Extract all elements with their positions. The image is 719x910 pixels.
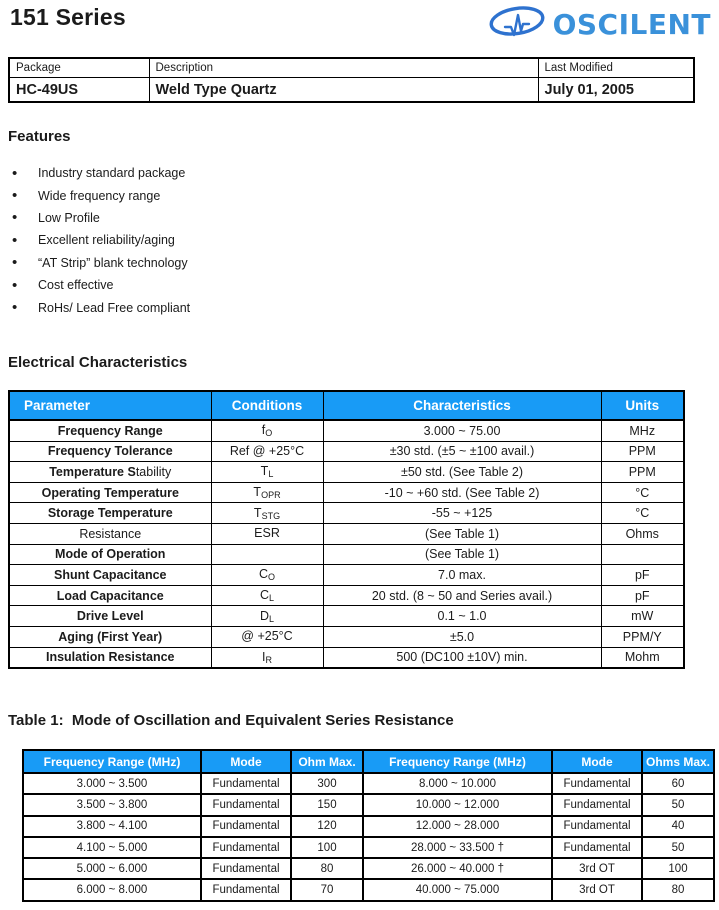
esr-row <box>23 816 714 837</box>
parameter-text-bold: Frequency Tolerance <box>47 444 173 459</box>
condition-symbol: ESR <box>254 526 280 541</box>
characteristics-cell: 3.000 ~ 75.00 <box>323 420 601 441</box>
package-value: HC-49US <box>9 78 149 103</box>
esr-cell: Fundamental <box>201 837 291 858</box>
condition-symbol: C <box>258 567 268 582</box>
col-parameter: Parameter <box>9 391 211 420</box>
esr-cell: 12.000 ~ 28.000 <box>363 816 552 837</box>
package-label: Package <box>9 58 149 78</box>
condition-symbol: T <box>260 464 269 479</box>
package-info-value-row <box>9 78 694 103</box>
esr-cell: 8.000 ~ 10.000 <box>363 773 552 794</box>
last-modified-value: July 01, 2005 <box>538 78 694 103</box>
conditions-cell <box>211 585 323 606</box>
feature-item: • Wide frequency range <box>10 184 190 206</box>
esr-cell: 28.000 ~ 33.500 † <box>363 837 552 858</box>
features-list <box>10 162 190 319</box>
units-cell: PPM/Y <box>601 626 684 647</box>
oscilent-logo <box>487 4 711 45</box>
conditions-cell <box>211 523 323 544</box>
feature-item: • Cost effective <box>10 274 190 296</box>
package-info-table <box>8 57 695 103</box>
table1-heading: Table 1: Mode of Oscillation and Equivalent Series Resistance <box>8 712 454 729</box>
units-cell: Mohm <box>601 647 684 668</box>
esr-row <box>23 837 714 858</box>
units-cell: pF <box>601 565 684 586</box>
condition-subscript: L <box>268 469 274 480</box>
condition-subscript: R <box>265 654 272 665</box>
esr-cell: 4.100 ~ 5.000 <box>23 837 201 858</box>
esr-cell: 40.000 ~ 75.000 <box>363 879 552 900</box>
electrical-row <box>9 565 684 586</box>
logo-text: OSCILENT <box>552 8 711 41</box>
esr-cell: Fundamental <box>552 794 642 815</box>
esr-row <box>23 879 714 900</box>
conditions-cell <box>211 420 323 441</box>
feature-item: • RoHs/ Lead Free compliant <box>10 296 190 318</box>
electrical-row <box>9 606 684 627</box>
characteristics-cell: ±5.0 <box>323 626 601 647</box>
esr-cell: 80 <box>642 879 714 900</box>
esr-cell: 120 <box>291 816 363 837</box>
electrical-row <box>9 482 684 503</box>
feature-item: • Low Profile <box>10 207 190 229</box>
electrical-row <box>9 523 684 544</box>
conditions-cell <box>211 626 323 647</box>
parameter-text-bold: Aging (First Year) <box>58 629 163 644</box>
electrical-row <box>9 462 684 483</box>
parameter-text: tability <box>135 464 172 479</box>
esr-cell: 300 <box>291 773 363 794</box>
condition-symbol: I <box>262 649 266 664</box>
esr-cell: Fundamental <box>201 773 291 794</box>
parameter-cell <box>9 626 211 647</box>
condition-subscript: L <box>269 593 275 604</box>
esr-cell: 3.800 ~ 4.100 <box>23 816 201 837</box>
electrical-row <box>9 503 684 524</box>
condition-symbol: T <box>253 485 262 500</box>
esr-column-header: Mode <box>552 750 642 773</box>
esr-row <box>23 773 714 794</box>
units-cell: PPM <box>601 462 684 483</box>
parameter-text-bold: Temperature S <box>49 464 136 479</box>
feature-item: • “AT Strip” blank technology <box>10 252 190 274</box>
col-conditions: Conditions <box>211 391 323 420</box>
esr-cell: 150 <box>291 794 363 815</box>
esr-header-row <box>23 750 714 773</box>
condition-subscript: O <box>265 428 273 439</box>
col-characteristics: Characteristics <box>323 391 601 420</box>
esr-cell: Fundamental <box>201 794 291 815</box>
parameter-cell <box>9 647 211 668</box>
page-title: 151 Series <box>10 4 126 30</box>
parameter-cell <box>9 585 211 606</box>
characteristics-cell: 7.0 max. <box>323 565 601 586</box>
parameter-text-bold: Shunt Capacitance <box>53 567 167 582</box>
conditions-cell <box>211 482 323 503</box>
esr-table <box>22 749 715 902</box>
condition-symbol: @ +25°C <box>241 629 293 644</box>
conditions-cell <box>211 565 323 586</box>
condition-symbol: f <box>261 423 266 438</box>
electrical-row <box>9 420 684 441</box>
parameter-cell <box>9 441 211 462</box>
description-value: Weld Type Quartz <box>149 78 538 103</box>
condition-subscript: OPR <box>261 490 281 501</box>
units-cell: pF <box>601 585 684 606</box>
units-cell: MHz <box>601 420 684 441</box>
units-cell: PPM <box>601 441 684 462</box>
parameter-cell <box>9 544 211 565</box>
esr-cell: 100 <box>291 837 363 858</box>
parameter-text-bold: Insulation Resistance <box>45 650 175 665</box>
condition-symbol: Ref @ +25°C <box>229 443 305 458</box>
parameter-cell <box>9 462 211 483</box>
characteristics-cell: -10 ~ +60 std. (See Table 2) <box>323 482 601 503</box>
characteristics-cell: 20 std. (8 ~ 50 and Series avail.) <box>323 585 601 606</box>
parameter-text-bold: Frequency Range <box>57 423 163 438</box>
condition-subscript: O <box>268 572 276 583</box>
electrical-row <box>9 544 684 565</box>
conditions-cell <box>211 544 323 565</box>
esr-cell: 3.500 ~ 3.800 <box>23 794 201 815</box>
esr-cell: Fundamental <box>201 879 291 900</box>
esr-cell: 5.000 ~ 6.000 <box>23 858 201 879</box>
parameter-text-bold: Drive Level <box>76 609 144 624</box>
characteristics-cell: (See Table 1) <box>323 523 601 544</box>
characteristics-cell: -55 ~ +125 <box>323 503 601 524</box>
parameter-cell <box>9 482 211 503</box>
esr-cell: 80 <box>291 858 363 879</box>
characteristics-cell: (See Table 1) <box>323 544 601 565</box>
electrical-characteristics-table <box>8 390 685 669</box>
parameter-cell <box>9 420 211 441</box>
esr-cell: Fundamental <box>552 837 642 858</box>
characteristics-cell: 500 (DC100 ±10V) min. <box>323 647 601 668</box>
parameter-cell <box>9 523 211 544</box>
esr-cell: Fundamental <box>201 858 291 879</box>
esr-column-header: Ohms Max. <box>642 750 714 773</box>
parameter-cell <box>9 565 211 586</box>
description-label: Description <box>149 58 538 78</box>
conditions-cell <box>211 503 323 524</box>
characteristics-cell: ±50 std. (See Table 2) <box>323 462 601 483</box>
esr-row <box>23 794 714 815</box>
units-cell: Ohms <box>601 523 684 544</box>
condition-symbol: C <box>259 588 269 603</box>
esr-column-header: Frequency Range (MHz) <box>363 750 552 773</box>
parameter-text-bold: Mode of Operation <box>55 547 166 562</box>
parameter-cell <box>9 606 211 627</box>
units-cell: mW <box>601 606 684 627</box>
electrical-row <box>9 626 684 647</box>
esr-cell: 3rd OT <box>552 879 642 900</box>
conditions-cell <box>211 606 323 627</box>
units-cell: °C <box>601 482 684 503</box>
electrical-header-row <box>9 391 684 420</box>
esr-column-header: Ohm Max. <box>291 750 363 773</box>
esr-cell: 50 <box>642 794 714 815</box>
esr-cell: Fundamental <box>201 816 291 837</box>
condition-subscript: L <box>269 613 275 624</box>
esr-cell: 3rd OT <box>552 858 642 879</box>
characteristics-cell: ±30 std. (±5 ~ ±100 avail.) <box>323 441 601 462</box>
parameter-text-bold: Load Capacitance <box>56 588 164 603</box>
esr-cell: 60 <box>642 773 714 794</box>
characteristics-cell: 0.1 ~ 1.0 <box>323 606 601 627</box>
electrical-row <box>9 441 684 462</box>
conditions-cell <box>211 647 323 668</box>
esr-cell: 40 <box>642 816 714 837</box>
esr-cell: Fundamental <box>552 773 642 794</box>
condition-symbol: D <box>259 608 269 623</box>
parameter-text-bold: Operating Temperature <box>41 485 179 500</box>
electrical-row <box>9 647 684 668</box>
esr-column-header: Mode <box>201 750 291 773</box>
pulse-ellipse-icon <box>487 4 549 45</box>
esr-cell: 10.000 ~ 12.000 <box>363 794 552 815</box>
esr-row <box>23 858 714 879</box>
condition-symbol: T <box>253 505 262 520</box>
last-modified-label: Last Modified <box>538 58 694 78</box>
conditions-cell <box>211 462 323 483</box>
feature-item: • Excellent reliability/aging <box>10 229 190 251</box>
units-cell <box>601 544 684 565</box>
electrical-heading: Electrical Characteristics <box>8 354 188 371</box>
conditions-cell <box>211 441 323 462</box>
condition-subscript: STG <box>261 510 281 521</box>
esr-cell: Fundamental <box>552 816 642 837</box>
features-heading: Features <box>8 128 71 145</box>
units-cell: °C <box>601 503 684 524</box>
esr-cell: 26.000 ~ 40.000 † <box>363 858 552 879</box>
package-info-header-row <box>9 58 694 78</box>
esr-cell: 3.000 ~ 3.500 <box>23 773 201 794</box>
esr-cell: 6.000 ~ 8.000 <box>23 879 201 900</box>
esr-column-header: Frequency Range (MHz) <box>23 750 201 773</box>
esr-cell: 50 <box>642 837 714 858</box>
esr-cell: 70 <box>291 879 363 900</box>
parameter-text-bold: Storage Temperature <box>47 506 173 521</box>
col-units: Units <box>601 391 684 420</box>
esr-cell: 100 <box>642 858 714 879</box>
parameter-cell <box>9 503 211 524</box>
parameter-text: Resistance <box>79 526 142 541</box>
feature-item: • Industry standard package <box>10 162 190 184</box>
electrical-row <box>9 585 684 606</box>
